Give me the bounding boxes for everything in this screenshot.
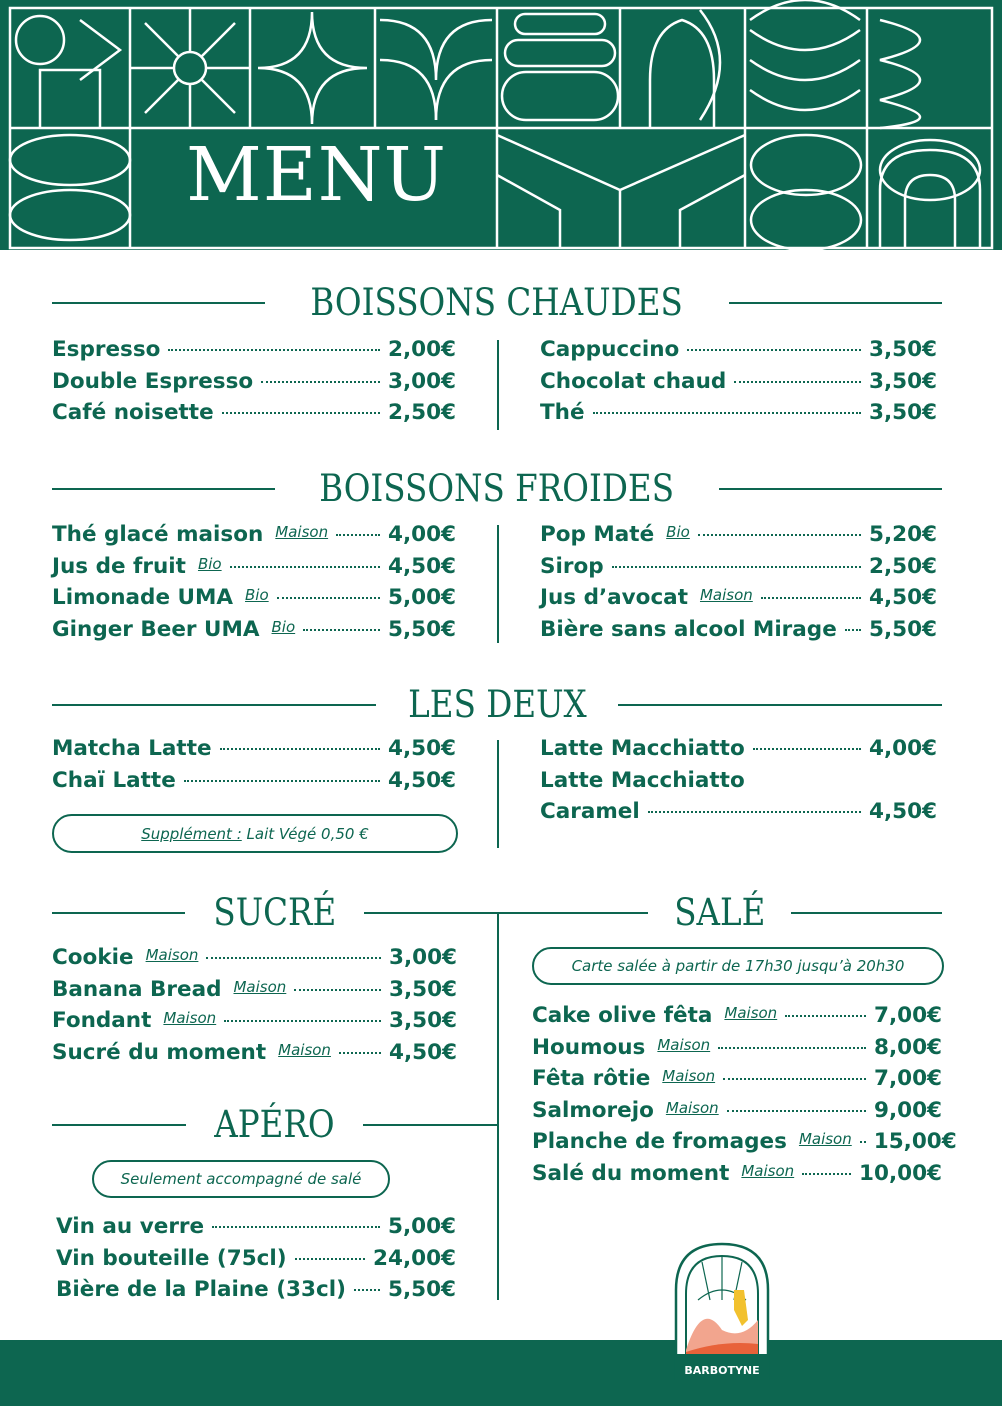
item-price: 3,50€	[388, 976, 457, 1002]
item-price: 10,00€	[859, 1160, 942, 1186]
item-name: Fondant	[52, 1008, 152, 1033]
item-price: 4,50€	[387, 553, 456, 579]
menu-item	[540, 369, 937, 401]
item-tag: Maison	[275, 523, 329, 541]
item-price: 3,00€	[388, 945, 457, 970]
section-heading-apero	[52, 1103, 497, 1146]
item-price: 4,00€	[387, 522, 456, 547]
sale-list	[532, 1003, 957, 1192]
leader-dots	[303, 629, 380, 631]
leader-dots	[336, 534, 380, 536]
leader-dots	[339, 1052, 381, 1054]
section-title: BOISSONS FROIDES	[319, 467, 675, 510]
leader-dots	[761, 597, 861, 599]
divider	[364, 912, 497, 914]
leader-dots	[220, 748, 380, 750]
menu-item	[56, 1277, 456, 1309]
hot-drinks-right	[540, 337, 937, 432]
section-heading-sale	[497, 891, 942, 934]
divider	[52, 488, 275, 490]
leader-dots	[593, 412, 861, 414]
item-name: Latte Macchiatto	[540, 767, 745, 793]
divider	[497, 912, 648, 914]
divider	[791, 912, 942, 914]
item-name: Jus de fruit	[52, 553, 186, 579]
item-name: Fêta rôtie	[532, 1066, 651, 1091]
supplement-label: Supplément :	[141, 824, 242, 843]
item-name: Cake olive fêta	[532, 1003, 713, 1028]
header-banner	[0, 0, 1002, 250]
divider	[618, 704, 942, 706]
item-name: Ginger Beer UMA	[52, 616, 260, 642]
barbotyne-logo	[672, 1240, 772, 1380]
leader-dots	[734, 381, 861, 383]
item-name: Caramel	[540, 799, 640, 824]
menu-item	[532, 1066, 942, 1098]
menu-item	[52, 768, 456, 800]
item-tag: Bio	[271, 617, 296, 636]
item-name: Café noisette	[52, 400, 214, 425]
item-price: 4,50€	[388, 1039, 457, 1065]
item-tag: Maison	[163, 1009, 217, 1027]
item-tag: Maison	[145, 946, 199, 964]
item-price: 5,00€	[387, 1214, 456, 1239]
leader-dots	[230, 566, 380, 568]
menu-item	[540, 736, 937, 768]
item-price: 24,00€	[373, 1245, 456, 1271]
menu-item	[52, 945, 457, 977]
item-tag: Maison	[724, 1004, 778, 1022]
leader-dots	[648, 811, 861, 813]
section-heading-boissons-froides	[52, 467, 942, 510]
section-title: BOISSONS CHAUDES	[310, 281, 684, 324]
item-name: Cookie	[52, 945, 134, 970]
item-tag: Bio	[245, 586, 269, 604]
item-price: 3,00€	[387, 368, 456, 394]
menu-item	[540, 337, 937, 369]
item-name: Vin bouteille (75cl)	[56, 1245, 287, 1271]
menu-item	[532, 1003, 942, 1035]
apero-list	[56, 1214, 456, 1309]
menu-item	[56, 1214, 456, 1246]
item-price: 5,50€	[387, 616, 456, 642]
item-tag: Maison	[665, 1098, 719, 1117]
menu-item	[532, 1035, 942, 1067]
menu-item	[540, 522, 937, 554]
item-tag: Maison	[699, 586, 753, 604]
item-name: Bière sans alcool Mirage	[540, 616, 837, 642]
divider	[729, 302, 942, 304]
leader-dots	[277, 597, 380, 599]
leader-dots	[687, 349, 861, 351]
menu-item	[532, 1098, 942, 1130]
menu-title: MENU	[186, 132, 447, 218]
item-name: Vin au verre	[56, 1214, 205, 1239]
item-price: 4,50€	[387, 767, 456, 793]
column-divider	[497, 525, 499, 643]
item-name: Sucré du moment	[52, 1039, 267, 1065]
section-heading-les-deux	[52, 683, 942, 726]
item-price: 7,00€	[873, 1066, 942, 1091]
item-price: 4,00€	[868, 736, 937, 761]
item-tag: Maison	[798, 1130, 852, 1148]
divider	[52, 912, 185, 914]
les-deux-right	[540, 736, 937, 831]
item-price: 3,50€	[868, 337, 937, 362]
item-price: 4,50€	[868, 585, 937, 610]
leader-dots	[354, 1289, 380, 1291]
section-title: SUCRÉ	[213, 891, 336, 934]
item-name: Chaï Latte	[52, 767, 176, 793]
leader-dots	[206, 957, 381, 959]
leader-dots	[723, 1078, 866, 1080]
item-price: 4,50€	[868, 799, 937, 824]
item-name: Houmous	[532, 1034, 646, 1060]
item-price: 8,00€	[873, 1034, 942, 1060]
leader-dots	[168, 349, 380, 351]
item-price: 5,00€	[387, 585, 456, 610]
leader-dots	[261, 381, 380, 383]
divider	[52, 1124, 186, 1126]
logo-brand: BARBOTYNE	[684, 1364, 760, 1377]
leader-dots	[222, 412, 380, 414]
cold-drinks-left	[52, 522, 456, 648]
leader-dots	[698, 534, 861, 536]
menu-item	[52, 400, 456, 432]
item-tag: Maison	[278, 1040, 331, 1059]
item-name: Matcha Latte	[52, 736, 212, 761]
menu-item	[52, 522, 456, 554]
item-price: 15,00€	[873, 1129, 957, 1154]
sale-hours-note: Carte salée à partir de 17h30 jusqu’à 20h30	[532, 947, 944, 985]
item-price: 3,50€	[868, 400, 937, 425]
item-name: Bière de la Plaine (33cl)	[56, 1277, 346, 1302]
leader-dots	[212, 1226, 380, 1228]
item-name: Chocolat chaud	[540, 368, 727, 394]
divider	[363, 1124, 497, 1126]
menu-item	[52, 977, 457, 1009]
supplement-text: Lait Végé 0,50 €	[246, 824, 369, 843]
leader-dots	[184, 780, 380, 782]
item-price: 3,50€	[868, 368, 937, 394]
leader-dots	[295, 1258, 365, 1260]
item-tag: Bio	[197, 554, 222, 573]
cold-drinks-right	[540, 522, 937, 648]
item-name: Thé glacé maison	[52, 522, 264, 547]
item-tag: Maison	[741, 1161, 795, 1180]
item-price: 4,50€	[387, 736, 456, 761]
menu-item	[52, 617, 456, 649]
item-name: Jus d’avocat	[540, 585, 688, 610]
item-price: 9,00€	[873, 1097, 942, 1123]
menu-item	[52, 1008, 457, 1040]
item-price: 5,50€	[868, 616, 937, 642]
menu-item	[52, 369, 456, 401]
item-name: Cappuccino	[540, 337, 680, 362]
leader-dots	[294, 989, 381, 991]
leader-dots	[785, 1015, 866, 1017]
item-price: 5,50€	[387, 1277, 456, 1302]
leader-dots	[860, 1141, 866, 1143]
item-tag: Maison	[657, 1035, 711, 1054]
les-deux-left	[52, 736, 456, 799]
leader-dots	[753, 748, 861, 750]
column-divider	[497, 914, 499, 1300]
item-name: Latte Macchiatto	[540, 736, 745, 761]
menu-item	[532, 1161, 942, 1193]
menu-item	[540, 617, 937, 649]
menu-item	[540, 554, 937, 586]
leader-dots	[727, 1110, 866, 1112]
menu-item	[540, 400, 937, 432]
section-heading-sucre	[52, 891, 497, 934]
sucre-list	[52, 945, 457, 1071]
leader-dots	[845, 629, 861, 631]
menu-item	[532, 1129, 957, 1161]
item-name: Salé du moment	[532, 1160, 730, 1186]
item-price: 7,00€	[873, 1003, 942, 1028]
menu-item	[540, 799, 937, 831]
section-title: APÉRO	[214, 1103, 335, 1146]
item-price: 2,00€	[387, 337, 456, 362]
menu-item	[52, 736, 456, 768]
menu-item	[52, 585, 456, 617]
column-divider	[497, 740, 499, 848]
item-name: Double Espresso	[52, 368, 254, 394]
item-name: Salmorejo	[532, 1097, 654, 1123]
divider	[719, 488, 942, 490]
menu-item	[56, 1246, 456, 1278]
leader-dots	[802, 1173, 851, 1175]
item-name: Thé	[540, 400, 585, 425]
item-tag: Maison	[233, 977, 287, 996]
item-name: Pop Maté	[540, 522, 655, 547]
divider	[52, 302, 265, 304]
item-price: 5,20€	[868, 522, 937, 547]
supplement-note	[52, 814, 458, 853]
menu-item	[52, 337, 456, 369]
menu-item	[52, 554, 456, 586]
item-name: Espresso	[52, 337, 161, 362]
item-price: 3,50€	[388, 1008, 457, 1033]
section-heading-boissons-chaudes	[52, 281, 942, 324]
item-tag: Maison	[662, 1067, 716, 1085]
apero-note: Seulement accompagné de salé	[92, 1160, 390, 1198]
divider	[52, 704, 376, 706]
item-tag: Bio	[666, 523, 690, 541]
item-price: 2,50€	[868, 553, 937, 579]
item-name: Banana Bread	[52, 976, 222, 1002]
item-name: Sirop	[540, 553, 604, 579]
item-price: 2,50€	[387, 400, 456, 425]
leader-dots	[718, 1047, 866, 1049]
hot-drinks-left	[52, 337, 456, 432]
leader-dots	[224, 1020, 381, 1022]
column-divider	[497, 340, 499, 430]
footer-band	[0, 1340, 1002, 1406]
menu-item	[540, 585, 937, 617]
menu-item	[52, 1040, 457, 1072]
leader-dots	[612, 566, 861, 568]
menu-item	[540, 768, 937, 800]
item-name: Planche de fromages	[532, 1129, 787, 1154]
item-name: Limonade UMA	[52, 585, 234, 610]
section-title: LES DEUX	[407, 683, 587, 726]
section-title: SALÉ	[673, 891, 766, 934]
